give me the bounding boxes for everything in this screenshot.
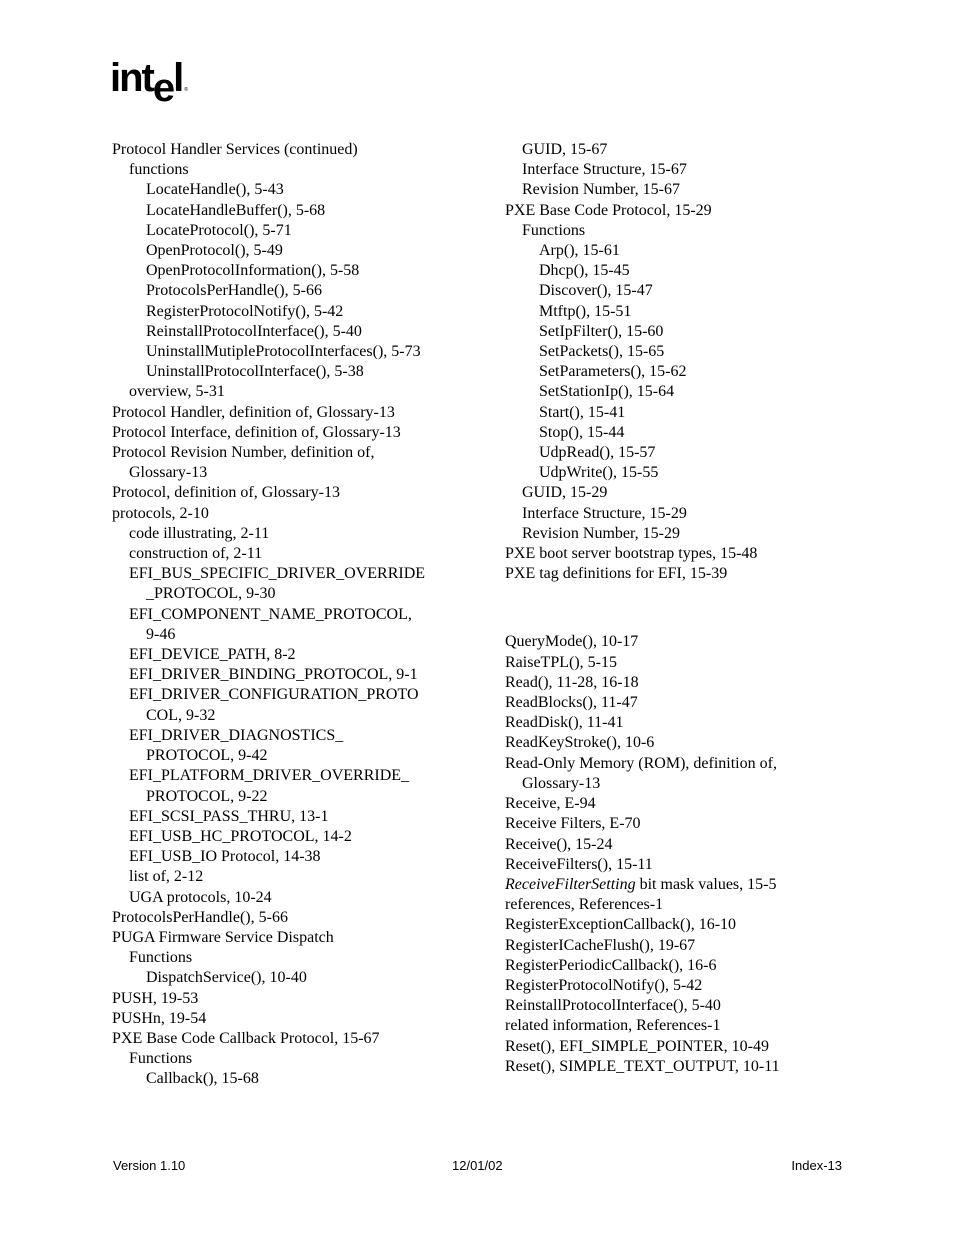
logo-text-l: l <box>173 56 183 100</box>
index-entry: PXE Base Code Callback Protocol, 15-67 <box>112 1029 380 1047</box>
index-entry: Revision Number, 15-67 <box>522 181 681 199</box>
index-entry: OpenProtocol(), 5-49 <box>146 242 283 260</box>
index-entry: SetIpFilter(), 15-60 <box>539 322 664 340</box>
index-entry: EFI_USB_IO Protocol, 14-38 <box>129 848 321 866</box>
index-entry: RegisterProtocolNotify(), 5-42 <box>146 302 344 320</box>
index-entry: RegisterProtocolNotify(), 5-42 <box>505 976 703 994</box>
index-entry: ReadBlocks(), 11-47 <box>505 694 638 712</box>
index-entry: ReadDisk(), 11-41 <box>505 714 624 732</box>
index-entry: EFI_PLATFORM_DRIVER_OVERRIDE_ <box>129 767 410 785</box>
index-entry: DispatchService(), 10-40 <box>146 969 307 987</box>
index-entry: Discover(), 15-47 <box>539 282 653 300</box>
index-entry: PXE boot server bootstrap types, 15-48 <box>505 545 758 563</box>
footer-version: Version 1.10 <box>113 1158 186 1173</box>
index-entry: 9-46 <box>146 625 176 643</box>
index-entry: protocols, 2-10 <box>112 504 209 522</box>
index-entry: Read-Only Memory (ROM), definition of, <box>505 754 777 772</box>
index-entry: code illustrating, 2-11 <box>129 524 270 542</box>
index-entry: EFI_DRIVER_CONFIGURATION_PROTO <box>129 686 419 704</box>
index-entry: PROTOCOL, 9-22 <box>146 787 268 805</box>
index-entry: Functions <box>129 1050 193 1068</box>
index-entry: COL, 9-32 <box>146 706 216 724</box>
index-entry: OpenProtocolInformation(), 5-58 <box>146 262 360 280</box>
index-entry: Start(), 15-41 <box>539 403 626 421</box>
index-entry: Protocol Handler Services (continued) <box>112 141 358 158</box>
index-entry: Dhcp(), 15-45 <box>539 262 630 280</box>
index-entry: ProtocolsPerHandle(), 5-66 <box>146 282 322 300</box>
index-entry: PXE Base Code Protocol, 15-29 <box>505 201 712 219</box>
index-entry: GUID, 15-29 <box>522 484 608 502</box>
index-entry: ReceiveFilters(), 15-11 <box>505 855 653 873</box>
index-entry: Functions <box>129 949 193 967</box>
letter-group-spacer <box>505 584 865 632</box>
index-entry: UGA protocols, 10-24 <box>129 888 272 906</box>
index-entry: Functions <box>522 221 586 239</box>
index-entry: Arp(), 15-61 <box>539 242 620 260</box>
index-entry: ProtocolsPerHandle(), 5-66 <box>112 908 288 926</box>
index-entry: RegisterICacheFlush(), 19-67 <box>505 936 696 954</box>
index-entry: Stop(), 15-44 <box>539 423 625 441</box>
index-entry: EFI_DEVICE_PATH, 8-2 <box>129 646 296 664</box>
index-entry: references, References-1 <box>505 896 664 914</box>
index-entry: Glossary-13 <box>522 774 601 792</box>
index-entry: Read(), 11-28, 16-18 <box>505 673 639 691</box>
index-entry: LocateHandle(), 5-43 <box>146 181 284 199</box>
index-entry-italic-term: ReceiveFilterSetting <box>505 875 636 893</box>
index-entry: EFI_SCSI_PASS_THRU, 13-1 <box>129 807 329 825</box>
index-entry: LocateHandleBuffer(), 5-68 <box>146 201 326 219</box>
index-entry: Callback(), 15-68 <box>146 1070 259 1088</box>
index-entry: Protocol Handler, definition of, Glossary-13 <box>112 403 395 421</box>
index-entry: Protocol, definition of, Glossary-13 <box>112 484 340 502</box>
index-group-q-r <box>505 632 865 1076</box>
index-entry: Receive, E-94 <box>505 795 596 813</box>
index-entry: Interface Structure, 15-29 <box>522 504 687 522</box>
index-entry: PROTOCOL, 9-42 <box>146 747 268 765</box>
index-entry: EFI_USB_HC_PROTOCOL, 14-2 <box>129 827 352 845</box>
footer-page-number: Index-13 <box>791 1158 842 1173</box>
index-entry: PUGA Firmware Service Dispatch <box>112 928 334 946</box>
index-entry: PUSH, 19-53 <box>112 989 199 1007</box>
logo-registered-mark: ® <box>184 87 188 93</box>
index-entry: functions <box>129 161 189 179</box>
index-entry: UninstallProtocolInterface(), 5-38 <box>146 363 364 381</box>
index-entry: PUSHn, 19-54 <box>112 1009 207 1027</box>
footer-date: 12/01/02 <box>452 1158 503 1173</box>
index-entry: Glossary-13 <box>129 464 208 482</box>
index-group-p <box>505 140 865 584</box>
index-column-left <box>112 140 472 1090</box>
index-entry: LocateProtocol(), 5-71 <box>146 221 292 239</box>
index-entry: SetParameters(), 15-62 <box>539 363 687 381</box>
index-entry: list of, 2-12 <box>129 868 204 886</box>
index-entry: UdpRead(), 15-57 <box>539 444 656 462</box>
index-entry: RegisterPeriodicCallback(), 16-6 <box>505 956 717 974</box>
index-entry: SetPackets(), 15-65 <box>539 343 665 361</box>
index-entry: _PROTOCOL, 9-30 <box>146 585 276 603</box>
index-entry: Protocol Revision Number, definition of, <box>112 444 375 462</box>
index-entry <box>505 875 865 895</box>
index-entry: SetStationIp(), 15-64 <box>539 383 675 401</box>
index-entry: Revision Number, 15-29 <box>522 524 681 542</box>
index-entry: ReinstallProtocolInterface(), 5-40 <box>146 322 362 340</box>
index-entry: ReinstallProtocolInterface(), 5-40 <box>505 997 721 1015</box>
index-entry: EFI_COMPONENT_NAME_PROTOCOL, <box>129 605 412 623</box>
index-entry: EFI_BUS_SPECIFIC_DRIVER_OVERRIDE <box>129 565 426 583</box>
index-entry: overview, 5-31 <box>129 383 225 401</box>
index-entry: EFI_DRIVER_BINDING_PROTOCOL, 9-1 <box>129 666 418 684</box>
index-entry: Receive(), 15-24 <box>505 835 613 853</box>
index-entry: related information, References-1 <box>505 1017 721 1035</box>
index-entry: construction of, 2-11 <box>129 545 263 563</box>
index-entry: Interface Structure, 15-67 <box>522 161 687 179</box>
index-entry: GUID, 15-67 <box>522 141 608 158</box>
index-entry: EFI_DRIVER_DIAGNOSTICS_ <box>129 726 344 744</box>
intel-logo <box>110 56 188 110</box>
index-entry: UdpWrite(), 15-55 <box>539 464 659 482</box>
logo-text-int: int <box>110 56 153 100</box>
index-entry: Protocol Interface, definition of, Glossary-13 <box>112 423 401 441</box>
index-entry: PXE tag definitions for EFI, 15-39 <box>505 565 728 583</box>
index-entry: Reset(), SIMPLE_TEXT_OUTPUT, 10-11 <box>505 1057 780 1075</box>
index-column-right <box>505 140 865 1077</box>
index-entry: RaiseTPL(), 5-15 <box>505 653 617 671</box>
index-entry: RegisterExceptionCallback(), 16-10 <box>505 916 737 934</box>
index-entry: Mtftp(), 15-51 <box>539 302 632 320</box>
index-entry-text: bit mask values, 15-5 <box>635 875 777 893</box>
index-entry: UninstallMutipleProtocolInterfaces(), 5-73 <box>146 343 421 361</box>
logo-text-e: e <box>152 66 174 110</box>
index-entry: Reset(), EFI_SIMPLE_POINTER, 10-49 <box>505 1037 769 1055</box>
index-entry: ReadKeyStroke(), 10-6 <box>505 734 655 752</box>
index-entry: Receive Filters, E-70 <box>505 815 641 833</box>
index-entry: QueryMode(), 10-17 <box>505 633 639 651</box>
